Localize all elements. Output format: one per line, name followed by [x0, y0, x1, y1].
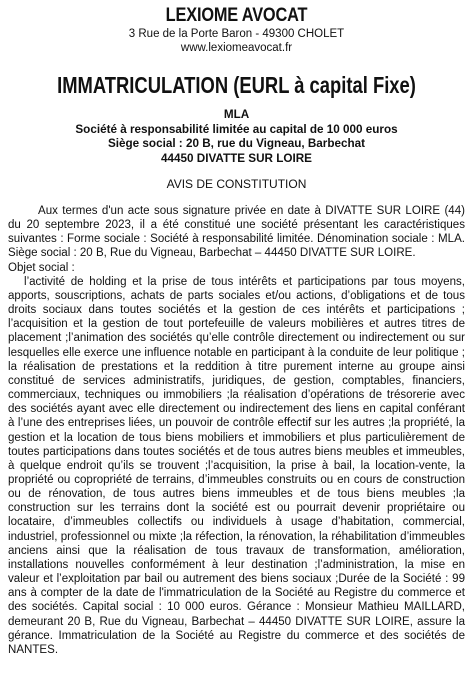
company-city-line: 44450 DIVATTE SUR LOIRE [161, 151, 312, 165]
company-type-line: Société à responsabilité limitée au capital de 10 000 euros [75, 122, 398, 136]
notice-body [8, 204, 465, 657]
company-block [8, 108, 465, 166]
firm-website[interactable]: www.lexiomeavocat.fr [180, 42, 293, 54]
company-seat-line: Siège social : 20 B, rue du Vigneau, Barbechat [108, 137, 365, 150]
firm-header [8, 5, 465, 55]
section-heading: AVIS DE CONSTITUTION [166, 177, 307, 191]
company-name: MLA [223, 108, 250, 121]
objet-label: Objet social : [8, 261, 75, 274]
paragraph-constitution: Aux termes d'un acte sous signature privée en date à DIVATTE SUR LOIRE (44) du 20 septembre 2023, il a été constitué une société présentant les caractéristiques suivantes : Forme sociale : Société à responsabilité limitée. Dénomination sociale : MLA. Siège social : 20 B, Rue du Vigneau, Barbechat – 44450 DIVATTE SUR LOIRE. [8, 205, 465, 260]
firm-name: LEXIOME AVOCAT [165, 5, 308, 26]
firm-address: 3 Rue de la Porte Baron - 49300 CHOLET [128, 28, 345, 40]
notice-title: IMMATRICULATION (EURL à capital Fixe) [57, 72, 416, 98]
paragraph-objet: l’activité de holding et la prise de tous intérêts et participations par tous moyens, apports, souscriptions, achats de parts sociales et/ou actions, d’obligations et de tous droits sociaux dans toutes sociétés et la gestion de ces intérêts et participations ; l’acquisition et la gestion de tout portefeuille de valeurs mobilières et autres titres de placement ;l’animation des sociétés qu’elle contrôle directement ou indirectement ou sur lesquelles elle exerce une influence notable en participant à la conduite de leur politique ; la réalisation de prestations et la reddition à titre purement interne au groupe ainsi constitué de services administratifs, juridiques, de gestion, comptables, financiers, commerciaux, techniques ou immobiliers ;la réalisation d’opérations de trésorerie avec des sociétés ayant avec elle directement ou indirectement des liens en capital conférant à l’une des entreprises liées, un pouvoir de contrôle effectif sur les autres ;la propriété, la gestion et la location de tous biens mobiliers et immobiliers et plus particulièrement de toutes participations dans toutes sociétés et de tous autres biens meubles et immeubles, à quelque endroit qu’ils se trouvent ;l’acquisition, la prise à bail, la location-vente, la propriété ou copropriété de terrains, d’immeubles construits ou en cours de construction ou de rénovation, de tous autres biens immeubles et de tous biens meubles ;la construction sur les terrains dont la société est ou pourrait devenir propriétaire ou locataire, d’immeubles collectifs ou individuels à usage d’habitation, commercial, industriel, professionnel ou mixte ;la réfection, la rénovation, la réhabilitation d’immeubles anciens ainsi que la réalisation de tous travaux de transformation, amélioration, installations nouvelles conformément à leur destination ;l’administration, la mise en valeur et l’exploitation par bail ou autrement des biens sociaux ;Durée de la Société : 99 ans à compter de la date de l'immatriculation de la Société au Registre du commerce et des sociétés. Capital social : 10 000 euros. Gérance : Monsieur Mathieu MAILLARD, demeurant 20 B, Rue du Vigneau, Barbechat – 44450 DIVATTE SUR LOIRE, assure la gérance. Immatriculation de la Société au Registre du commerce et des sociétés de NANTES. [8, 275, 465, 656]
